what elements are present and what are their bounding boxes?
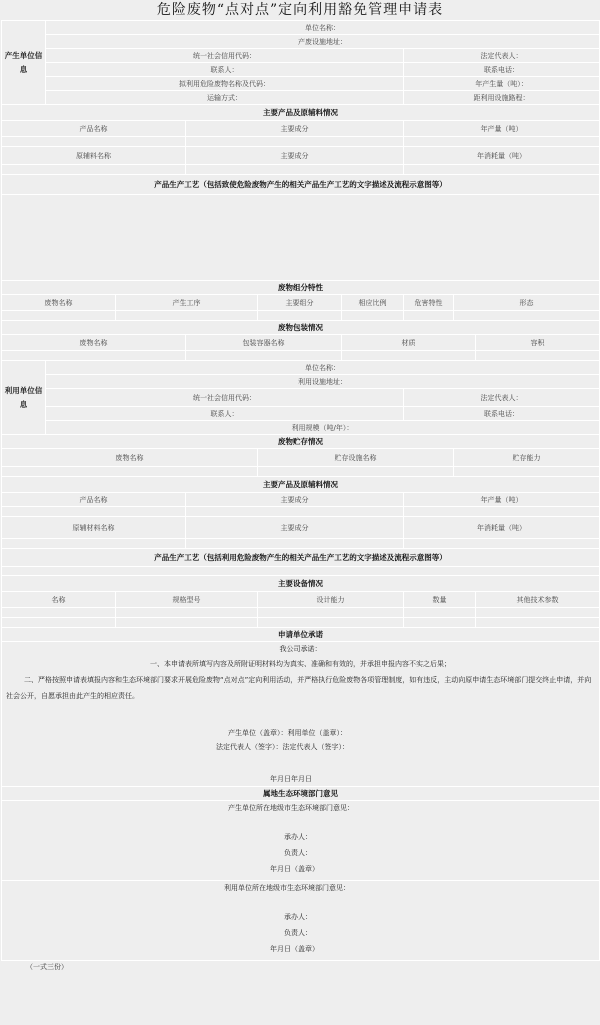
producer-opinion-heading: 产生单位所在地级市生态环境部门意见： (228, 804, 354, 812)
composition-process-header: 产生工序 (116, 295, 258, 311)
equipment-cell[interactable] (476, 618, 600, 628)
application-form-table (1, 20, 600, 961)
user-legal-rep-field[interactable]: 法定代表人： (404, 389, 600, 407)
producer-opinion-block[interactable] (2, 801, 600, 881)
producer-side-label: 产生单位信息 (2, 21, 46, 105)
user-opinion-heading: 利用单位所在地级市生态环境部门意见： (224, 884, 350, 892)
equipment-cell[interactable] (404, 608, 476, 618)
packaging-cell[interactable] (342, 351, 476, 361)
packaging-cell[interactable] (2, 351, 186, 361)
equipment-capacity-header: 设计能力 (258, 592, 404, 608)
producer-raw-component-cell[interactable] (186, 165, 404, 175)
producer-legal-rep-field[interactable]: 法定代表人： (404, 49, 600, 63)
composition-hazard-header: 危害特性 (404, 295, 454, 311)
commitment-date-line[interactable]: 年月日年月日 (270, 775, 312, 783)
user-phone-field[interactable]: 联系电话： (404, 407, 600, 421)
waste-packaging-heading: 废物包装情况 (2, 321, 600, 335)
equipment-name-header: 名称 (2, 592, 116, 608)
composition-cell[interactable] (2, 311, 116, 321)
user-raw-name-header: 原辅材料名称 (2, 517, 186, 539)
producer-product-name-header: 产品名称 (2, 121, 186, 137)
user-raw-component-cell[interactable] (186, 539, 404, 549)
equipment-quantity-header: 数量 (404, 592, 476, 608)
equipment-cell[interactable] (2, 608, 116, 618)
storage-waste-name-header: 废物名称 (2, 449, 258, 467)
user-contact-field[interactable]: 联系人： (46, 407, 404, 421)
user-raw-consume-cell[interactable] (404, 539, 600, 549)
producer-product-cell[interactable] (2, 137, 186, 147)
equipment-cell[interactable] (258, 618, 404, 628)
user-address-field[interactable]: 利用设施地址： (46, 375, 600, 389)
producer-address-field[interactable]: 产废设施地址： (46, 35, 600, 49)
composition-ratio-header: 相应比例 (342, 295, 404, 311)
producer-phone-field[interactable]: 联系电话： (404, 63, 600, 77)
producer-opinion-date-seal[interactable]: 年月日（盖章） (270, 865, 319, 873)
producer-contact-field[interactable]: 联系人： (46, 63, 404, 77)
storage-facility-header: 贮存设施名称 (258, 449, 454, 467)
equipment-other-params-header: 其他技术参数 (476, 592, 600, 608)
producer-unit-name-field[interactable]: 单位名称： (46, 21, 600, 35)
user-product-name-header: 产品名称 (2, 493, 186, 507)
user-consume-header: 年消耗量（吨） (404, 517, 600, 539)
waste-composition-heading: 废物组分特性 (2, 281, 600, 295)
equipment-cell[interactable] (258, 608, 404, 618)
producer-process-area[interactable] (2, 195, 600, 281)
storage-cell[interactable] (454, 467, 600, 477)
equipment-cell[interactable] (116, 608, 258, 618)
packaging-volume-header: 容积 (476, 335, 600, 351)
user-annual-header: 年产量（吨） (404, 493, 600, 507)
user-product-annual-cell[interactable] (404, 507, 600, 517)
storage-cell[interactable] (2, 467, 258, 477)
storage-cell[interactable] (258, 467, 454, 477)
user-opinion-block[interactable] (2, 881, 600, 961)
user-opinion-date-seal[interactable]: 年月日（盖章） (270, 945, 319, 953)
user-materials-heading: 主要产品及原辅料情况 (2, 477, 600, 493)
user-process-area[interactable] (2, 567, 600, 576)
producer-opinion-handler[interactable]: 承办人： (284, 833, 312, 841)
producer-raw-cell[interactable] (2, 165, 186, 175)
commitment-item-1: 一、本申请表所填写内容及所附证明材料均为真实、准确和有效的，并承担申报内容不实之后果； (150, 660, 451, 668)
copies-note: （一式三份） (26, 963, 68, 971)
composition-cell[interactable] (404, 311, 454, 321)
producer-waste-name-code-field[interactable]: 拟利用危险废物名称及代码： (46, 77, 404, 91)
user-product-component-cell[interactable] (186, 507, 404, 517)
packaging-cell[interactable] (186, 351, 342, 361)
producer-component-header: 主要成分 (186, 121, 404, 137)
user-credit-code-field[interactable]: 统一社会信用代码： (46, 389, 404, 407)
producer-raw-consume-cell[interactable] (404, 165, 600, 175)
user-unit-name-field[interactable]: 单位名称： (46, 361, 600, 375)
equipment-cell[interactable] (476, 608, 600, 618)
storage-heading: 废物贮存情况 (2, 435, 600, 449)
producer-product-component-cell[interactable] (186, 137, 404, 147)
user-opinion-handler[interactable]: 承办人： (284, 913, 312, 921)
form-title: 危险废物“点对点”定向利用豁免管理申请表 (156, 2, 444, 18)
producer-distance-field[interactable]: 距利用设施路程： (404, 91, 600, 105)
equipment-cell[interactable] (404, 618, 476, 628)
user-component-header: 主要成分 (186, 493, 404, 507)
user-product-cell[interactable] (2, 507, 186, 517)
composition-cell[interactable] (454, 311, 600, 321)
equipment-cell[interactable] (116, 618, 258, 628)
user-scale-field[interactable]: 利用规模（吨/年）： (46, 421, 600, 435)
commitment-body (2, 642, 600, 787)
producer-raw-name-header: 原辅料名称 (2, 147, 186, 165)
producer-credit-code-field[interactable]: 统一社会信用代码： (46, 49, 404, 63)
equipment-spec-header: 规格型号 (116, 592, 258, 608)
producer-transport-field[interactable]: 运输方式： (46, 91, 404, 105)
packaging-waste-name-header: 废物名称 (2, 335, 186, 351)
equipment-heading: 主要设备情况 (2, 576, 600, 592)
composition-components-header: 主要组分 (258, 295, 342, 311)
composition-cell[interactable] (116, 311, 258, 321)
producer-annual-header: 年产量（吨） (404, 121, 600, 137)
producer-materials-heading: 主要产品及原辅料情况 (2, 105, 600, 121)
composition-form-header: 形态 (454, 295, 600, 311)
producer-process-heading: 产品生产工艺（包括致使危险废物产生的相关产品生产工艺的文字描述及流程示意图等） (2, 175, 600, 195)
producer-opinion-responsible[interactable]: 负责人： (284, 849, 312, 857)
packaging-material-header: 材质 (342, 335, 476, 351)
packaging-container-header: 包装容器名称 (186, 335, 342, 351)
commitment-intro: 我公司承诺： (279, 645, 322, 653)
composition-waste-name-header: 废物名称 (2, 295, 116, 311)
producer-consume-header: 年消耗量（吨） (404, 147, 600, 165)
user-side-label: 利用单位信息 (2, 361, 46, 435)
commitment-heading: 申请单位承诺 (2, 628, 600, 642)
producer-product-annual-cell[interactable] (404, 137, 600, 147)
equipment-cell[interactable] (2, 618, 116, 628)
commitment-seal-line[interactable]: 产生单位（盖章）：利用单位（盖章）： (228, 729, 347, 737)
composition-cell[interactable] (342, 311, 404, 321)
producer-annual-output-field[interactable]: 年产生量（吨）： (404, 77, 600, 91)
composition-cell[interactable] (258, 311, 342, 321)
user-opinion-responsible[interactable]: 负责人： (284, 929, 312, 937)
packaging-cell[interactable] (476, 351, 600, 361)
commitment-item-2: 二、严格按照申请表填报内容和生态环境部门要求开展危险废物“点对点”定向利用活动，并严格执行危险废物各项管理制度，如有违反，主动向原申请生态环境部门提交终止申请，并向社会公开，自愿承担由此产生的相应责任。 (6, 676, 592, 700)
user-process-heading: 产品生产工艺（包括利用危险废物产生的相关产品生产工艺的文字描述及流程示意图等） (2, 549, 600, 567)
user-raw-component-header: 主要成分 (186, 517, 404, 539)
user-raw-cell[interactable] (2, 539, 186, 549)
commitment-sign-line[interactable]: 法定代表人（签字）：法定代表人（签字）： (216, 743, 349, 751)
storage-capacity-header: 贮存能力 (454, 449, 600, 467)
producer-raw-component-header: 主要成分 (186, 147, 404, 165)
opinion-heading: 属地生态环境部门意见 (2, 787, 600, 801)
